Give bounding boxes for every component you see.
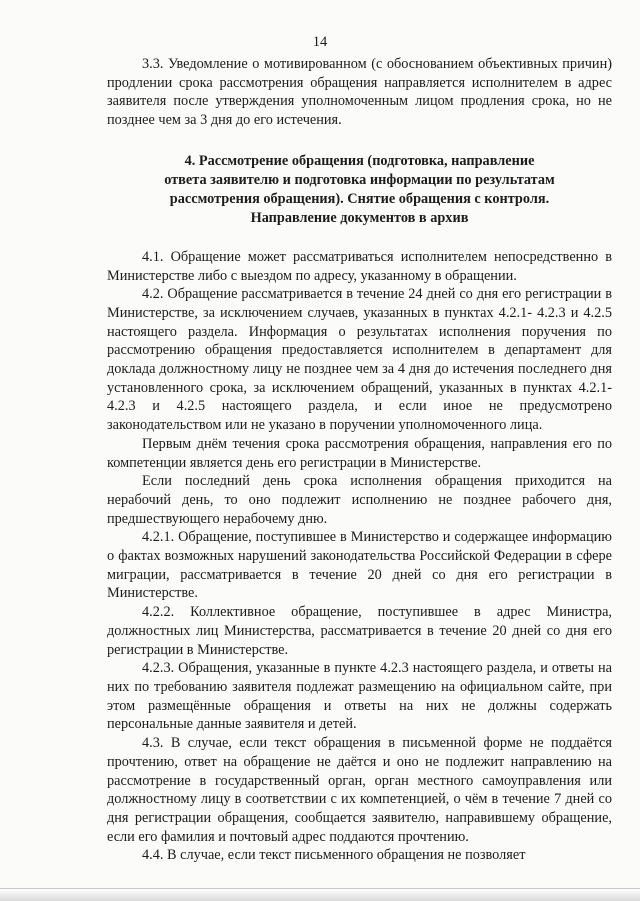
- heading-line: 4. Рассмотрение обращения (подготовка, направление: [184, 152, 535, 169]
- paragraph-4-2-3: 4.2.3. Обращения, указанные в пункте 4.2.3 настоящего раздела, и ответы на них по требованию заявителя подлежат размещению на официальном сайте, при этом размещённые обращения и ответы на них не должны содержать персональные данные заявителя и детей.: [107, 660, 612, 733]
- page-bottom-edge: [0, 888, 640, 901]
- paragraph-4-1: 4.1. Обращение может рассматриваться исполнителем непосредственно в Министерстве либо с выездом по адресу, указанному в обращении.: [107, 248, 612, 284]
- paragraph-4-2-1: 4.2.1. Обращение, поступившее в Министерство и содержащее информацию о фактах возможных нарушений законодательства Российской Федерации в сфере миграции, рассматривается в течение 20 дней со дня его регистрации в Министерстве.: [107, 529, 612, 602]
- paragraph-4-2-2: 4.2.2. Коллективное обращение, поступившее в адрес Министра, должностных лиц Министерства, рассматривается в течение 20 дней со дня его регистрации в Министерстве.: [107, 604, 612, 658]
- heading-line: рассмотрения обращения). Снятие обращения с контроля.: [169, 190, 550, 207]
- paragraph-3-3: 3.3. Уведомление о мотивированном (с обоснованием объективных причин) продлении срока рассмотрения обращения направляется исполнителем в адрес заявителя после утверждения уполномоченным лицом продления срока, но не позднее чем за 3 дня до его истечения.: [107, 56, 612, 129]
- paragraph-first-day: Первым днём течения срока рассмотрения обращения, направления его по компетенции является день его регистрации в Министерстве.: [107, 435, 612, 471]
- section-heading: [107, 152, 612, 228]
- paragraph-4-4: 4.4. В случае, если текст письменного обращения не позволяет: [142, 847, 526, 864]
- paragraph-4-3: 4.3. В случае, если текст обращения в письменной форме не поддаётся прочтению, ответ на обращение не даётся и оно не подлежит направлению на рассмотрение в государственный орган, орган местного самоуправления или должностному лицу в соответствии с их компетенцией, о чём в течение 7 дней со дня регистрации обращения, сообщается заявителю, направившему обращение, если его фамилия и почтовый адрес поддаются прочтению.: [107, 735, 612, 845]
- heading-line: ответа заявителю и подготовка информации по результатам: [164, 171, 555, 188]
- heading-line: Направление документов в архив: [250, 209, 469, 226]
- paragraph-4-2: 4.2. Обращение рассматривается в течение 24 дней со дня его регистрации в Министерстве, за исключением случаев, указанных в пунктах 4.2.1- 4.2.3 и 4.2.5 настоящего раздела. Информация о результатах исполнения поручения по рассмотрению обращения предоставляется исполнителем в департамент для доклада должностному лицу не позднее чем за 4 дня до истечения последнего дня установленного срока, за исключением обращений, указанных в пунктах 4.2.1-4.2.3 и 4.2.5 настоящего раздела, и если иное не предусмотрено законодательством или не указано в поручении уполномоченного лица.: [107, 286, 612, 434]
- paragraph-nonworking-day: Если последний день срока исполнения обращения приходится на нерабочий день, то оно подлежит исполнению не позднее рабочего дня, предшествующего нерабочему дню.: [107, 473, 612, 527]
- page-number: 14: [312, 34, 328, 50]
- document-body: [107, 55, 612, 865]
